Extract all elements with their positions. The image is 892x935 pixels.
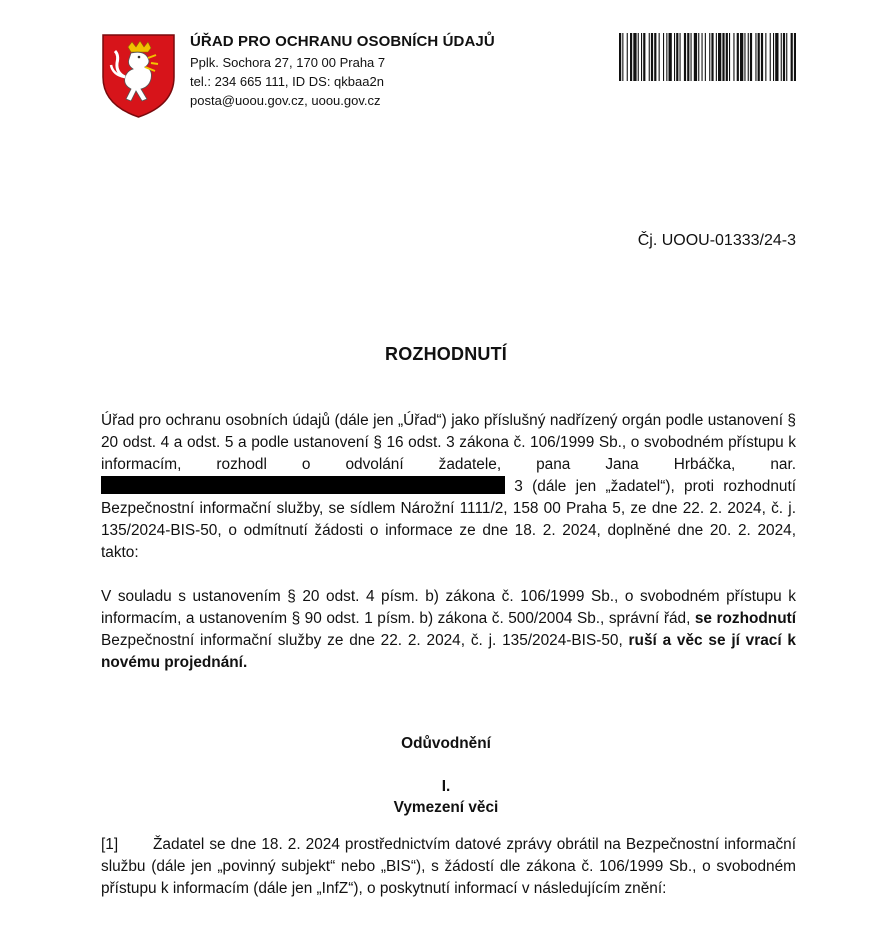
- redaction-bar: [101, 476, 505, 494]
- paragraph-1-text: Žadatel se dne 18. 2. 2024 prostřednictvím datové zprávy obrátil na Bezpečnostní informační službu (dále jen „povinný subjekt“ nebo „BIS“), s žádostí dle zákona č. 106/1999 Sb., o svobodném přístupu k informacím (dále jen „InfZ“), o poskytnutí informací v následujícím znění:: [101, 836, 796, 897]
- barcode: [618, 33, 796, 81]
- organization-name: ÚŘAD PRO OCHRANU OSOBNÍCH ÚDAJŮ: [190, 33, 495, 50]
- paragraph-1-number: [1]: [101, 836, 119, 853]
- section-title: Vymezení věci: [393, 799, 499, 816]
- verdict-bold-2: ruší a věc se jí vrací k novému projednání.: [101, 632, 796, 671]
- reference-number: Čj. UOOU-01333/24-3: [637, 232, 796, 249]
- verdict-text-1: V souladu s ustanovením § 20 odst. 4 písm. b) zákona č. 106/1999 Sb., o svobodném přístupu k informacím, a ustanovením § 90 odst. 1 písm. b) zákona č. 500/2004 Sb., správní řád,: [101, 588, 796, 627]
- organization-address: Pplk. Sochora 27, 170 00 Praha 7: [190, 55, 386, 70]
- reasoning-heading: Odůvodnění: [401, 735, 491, 752]
- intro-text-2: 3 (dále jen „žadatel“), proti rozhodnutí Bezpečnostní informační služby, se sídlem Nárožní 1111/2, 158 00 Praha 5, ze dne 22. 2. 2024, č. j. 135/2024-BIS-50, o odmítnutí žádosti o informace ze dne 18. 2. 2024, doplněné dne 20. 2. 2024, takto:: [101, 478, 796, 561]
- document-title: ROZHODNUTÍ: [385, 344, 507, 364]
- organization-phone-ds: tel.: 234 665 111, ID DS: qkbaa2n: [190, 74, 384, 89]
- intro-text-1: Úřad pro ochranu osobních údajů (dále jen „Úřad“) jako příslušný nadřízený orgán podle ustanovení § 20 odst. 4 a odst. 5 a podle ustanovení § 16 odst. 3 zákona č. 106/1999 Sb., o svobodném přístupu k informacím, rozhodl o odvolání žadatele, pana Jana Hrbáčka, nar.: [101, 412, 796, 473]
- verdict-paragraph: [101, 586, 796, 674]
- verdict-text-2: Bezpečnostní informační služby ze dne 22. 2. 2024, č. j. 135/2024-BIS-50,: [101, 632, 623, 649]
- organization-contact: posta@uoou.gov.cz, uoou.gov.cz: [190, 93, 381, 108]
- intro-paragraph: [101, 410, 796, 564]
- section-number: I.: [441, 778, 451, 795]
- verdict-bold-1: se rozhodnutí: [694, 610, 797, 627]
- paragraph-1: [101, 834, 796, 900]
- coat-of-arms-logo: [101, 33, 176, 119]
